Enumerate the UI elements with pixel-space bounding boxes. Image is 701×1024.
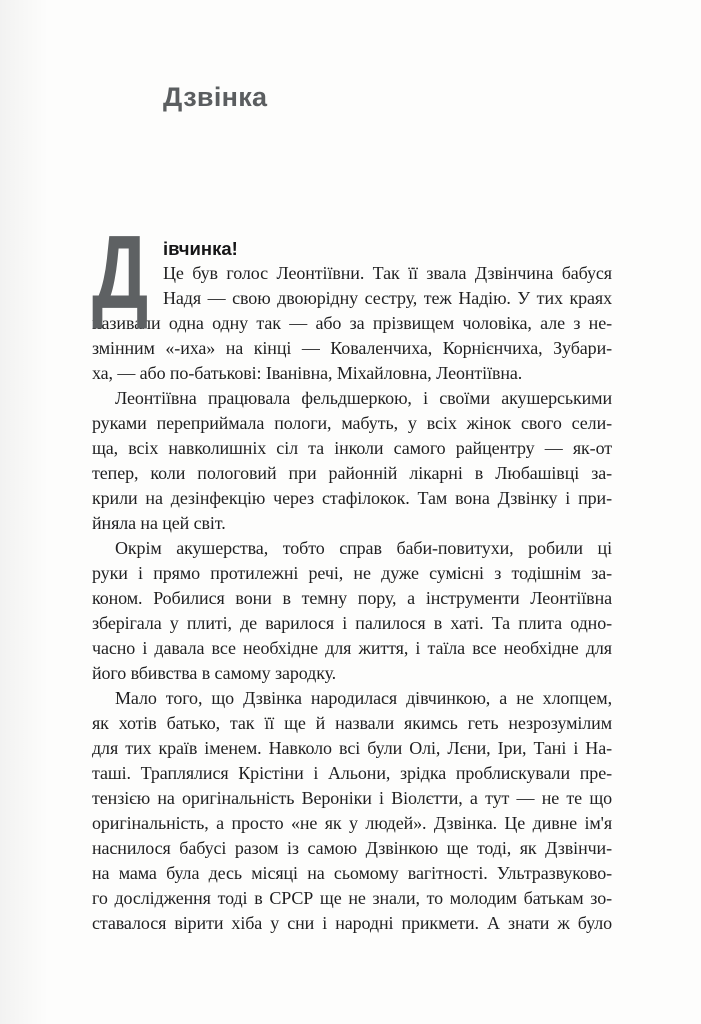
text-line: ща, всіх навколишніх сіл та інколи самого райцентру — як-от — [92, 438, 612, 458]
text-line: коном. Робилися вони в темну пору, а інструменти Леонтіївна — [92, 588, 612, 608]
paragraphs — [92, 236, 612, 936]
text-line: крили на дезінфекцію через стафілокок. Там вона Дзвінку і при- — [92, 488, 612, 508]
chapter-title: Дзвінка — [163, 82, 268, 112]
text-line: його вбивства в самому зародку. — [92, 663, 337, 683]
paragraph — [92, 536, 612, 686]
text-line: часно і давала все необхідне для життя, і таїла все необхідне для — [92, 638, 612, 658]
text-line: Це був голос Леонтіївни. Так її звала Дзвінчина бабуся — [163, 263, 612, 283]
drop-cap — [92, 215, 163, 331]
text-line: йняла на цей світ. — [92, 513, 226, 533]
text-line: ха, — або по-батькові: Іванівна, Міхайловна, Леонтіївна. — [92, 363, 523, 383]
text-line: змінним «-иха» на кінці — Коваленчиха, Корнієнчиха, Зубари- — [92, 338, 612, 358]
text-line: Окрім акушерства, тобто справ баби-повитухи, робили ці — [115, 538, 612, 558]
text-line: на мама була десь місяці на сьомому вагітності. Ультразвуково- — [92, 863, 612, 883]
text-line: Мало того, що Дзвінка народилася дівчинкою, а не хлопцем, — [115, 688, 612, 708]
text-line: тепер, коли пологовий при районній лікарні в Любашівці за- — [92, 463, 612, 483]
drop-cap-letter: Д — [92, 215, 149, 331]
text-line: називали одна одну так — або за прізвищем чоловіка, але з не- — [92, 313, 612, 333]
text-line: наснилося бабусі разом із самою Дзвінкою ще тоді, як Дзвінчи- — [92, 838, 612, 858]
text-line: для тих країв іменем. Навколо всі були Олі, Лєни, Іри, Тані і На- — [92, 738, 612, 758]
paragraph — [92, 386, 612, 536]
text-line: зберігала у плиті, де варилося і палилося в хаті. Та плита одно- — [92, 613, 612, 633]
text-line: оригінальність, а просто «не як у людей». Дзвінка. Це дивне ім'я — [92, 813, 612, 833]
text-line: тензією на оригінальність Вероніки і Віолєтти, а тут — не те що — [92, 788, 612, 808]
text-line: івчинка! — [163, 238, 238, 259]
paragraph — [92, 686, 612, 936]
text-line: таші. Траплялися Крістіни і Альони, зрідка проблискували пре- — [92, 763, 612, 783]
text-line: як хотів батько, так її ще й назвали якимсь геть незрозумілим — [92, 713, 612, 733]
text-line: го дослідження тоді в СРСР ще не знали, то молодим батькам зо- — [92, 888, 612, 908]
text-line: руки і прямо протилежні речі, не дуже сумісні з тодішнім за- — [92, 563, 612, 583]
text-line: Надя — свою двоюрідну сестру, теж Надію. У тих краях — [163, 288, 612, 308]
text-line: ставалося вірити хіба у сни і народні прикмети. А знати ж було — [92, 913, 612, 933]
text-line: Леонтіївна працювала фельдшеркою, і своїми акушерськими — [115, 388, 612, 408]
paragraph — [92, 236, 612, 386]
text-block — [92, 215, 612, 936]
text-line: руками переприймала пологи, мабуть, у всіх жінок свого сели- — [92, 413, 612, 433]
